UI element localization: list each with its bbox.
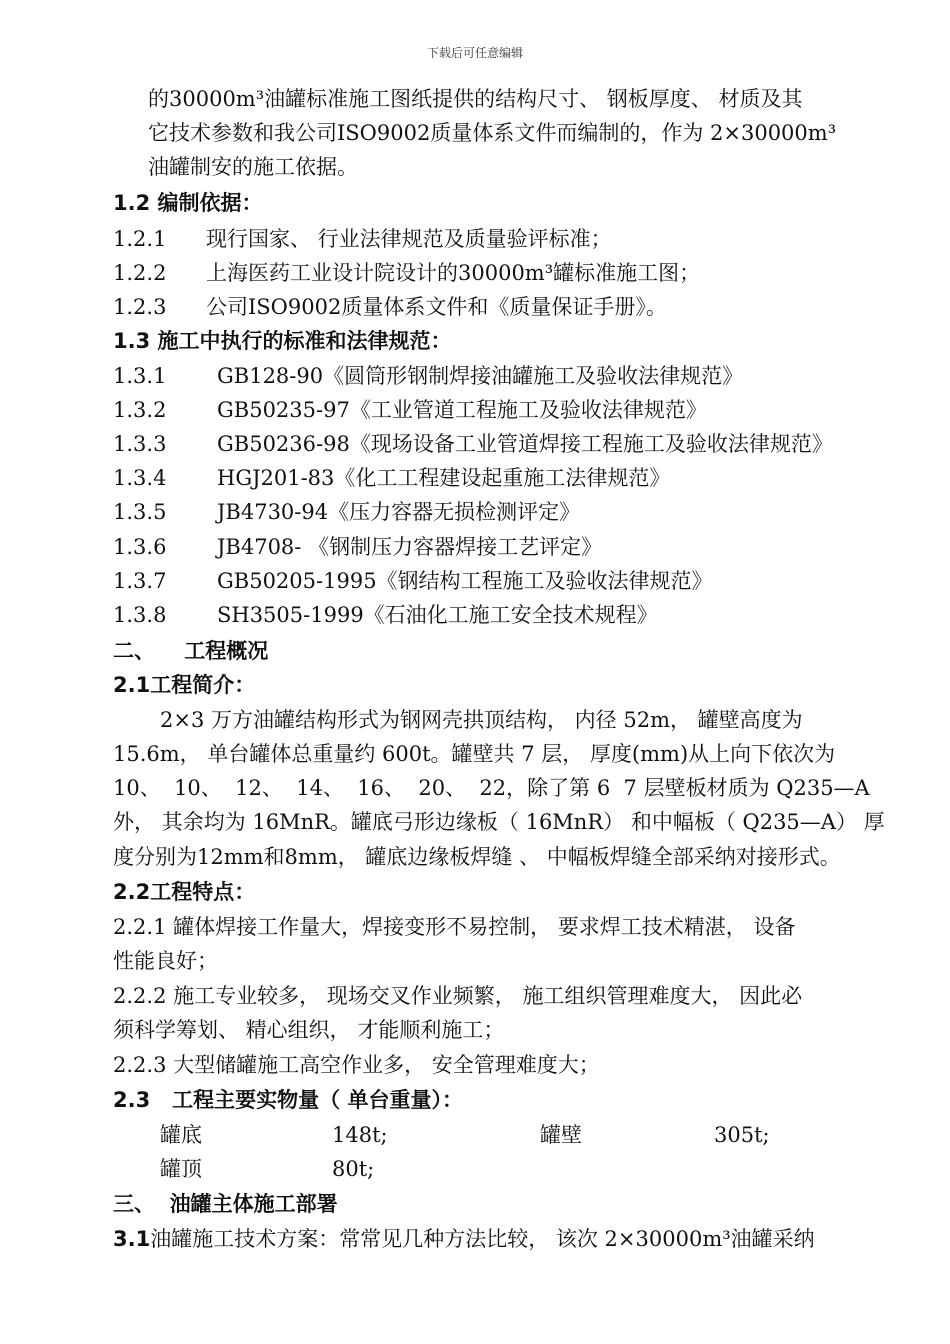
para-2-1-line-5: 度分别为12mm和8mm， 罐底边缘板焊缝 、 中幅板焊缝全部采纳对接形式。 [113, 845, 841, 869]
item-text: 公司ISO9002质量体系文件和《质量保证手册》。 [206, 295, 667, 319]
item-text: GB50236-98《现场设备工业管道焊接工程施工及验收法律规范》 [217, 432, 833, 456]
item-number: 1.3.1 [113, 364, 167, 388]
item-number: 1.3.8 [113, 603, 167, 627]
section-3-1-text: 油罐施工技术方案：常常见几种方法比较， 该次 2×30000m³油罐采纳 [150, 1227, 815, 1251]
intro-line-1: 的30000m³油罐标准施工图纸提供的结构尺寸、 钢板厚度、 材质及其 [148, 87, 803, 111]
qty-bottom-label: 罐底 [160, 1123, 202, 1147]
section-1-3-title: 1.3 施工中执行的标准和法律规范： [113, 329, 452, 353]
para-2-2-line-3: 2.2.2 施工专业较多， 现场交叉作业频繁， 施工组织管理难度大， 因此必 [113, 984, 803, 1008]
intro-line-3: 油罐制安的施工依据。 [148, 155, 358, 179]
item-text: JB4730-94《压力容器无损检测评定》 [217, 500, 581, 524]
section-3-1-line [113, 1224, 815, 1254]
list-item [113, 395, 707, 425]
item-text: GB50205-1995《钢结构工程施工及验收法律规范》 [217, 569, 713, 593]
section-2-3-title: 2.3 工程主要实物量（ 单台重量）： [113, 1088, 463, 1112]
item-text: GB50235-97《工业管道工程施工及验收法律规范》 [217, 398, 707, 422]
para-2-2-line-4: 须科学筹划、 精心组织， 才能顺利施工； [113, 1018, 505, 1042]
item-text: 上海医药工业设计院设计的30000m³罐标准施工图； [206, 261, 701, 285]
list-item [113, 292, 667, 322]
item-text: HGJ201-83《化工工程建设起重施工法律规范》 [217, 466, 671, 490]
list-item [113, 258, 700, 288]
page-header: 下载后可任意编辑 [426, 46, 523, 60]
section-2-2-title: 2.2工程特点： [113, 880, 256, 904]
para-2-1-line-3: 10、 10、 12、 14、 16、 20、 22，除了第 6 7 层壁板材质为 Q235—A [113, 776, 870, 800]
list-item [113, 429, 833, 459]
section-3-1-number: 3.1 [113, 1227, 151, 1251]
section-1-2-title: 1.2 编制依据： [113, 191, 263, 215]
section-2-1-title: 2.1工程简介： [113, 673, 256, 697]
qty-wall-label: 罐壁 [540, 1123, 582, 1147]
list-item [113, 497, 580, 527]
item-number: 1.2.3 [113, 295, 167, 319]
item-text: 现行国家、 行业法律规范及质量验评标准； [206, 227, 612, 251]
qty-roof-value: 80t; [332, 1157, 375, 1181]
item-number: 1.2.1 [113, 227, 167, 251]
item-number: 1.3.3 [113, 432, 167, 456]
list-item [113, 566, 713, 596]
item-number: 1.3.6 [113, 535, 167, 559]
item-text: JB4708- 《钢制压力容器焊接工艺评定》 [217, 535, 603, 559]
item-number: 1.3.2 [113, 398, 167, 422]
list-item [113, 463, 670, 493]
item-number: 1.3.4 [113, 466, 167, 490]
qty-wall-value: 305t; [714, 1123, 770, 1147]
list-item [113, 361, 743, 391]
para-2-1-line-4: 外， 其余均为 16MnR。罐底弓形边缘板（ 16MnR） 和中幅板（ Q235—A） 厚 [113, 810, 885, 834]
chapter-2-title: 二、 工程概况 [113, 639, 269, 663]
list-item [113, 600, 658, 630]
qty-roof-label: 罐顶 [160, 1157, 202, 1181]
para-2-1-line-1: 2×3 万方油罐结构形式为钢网壳拱顶结构， 内径 52m， 罐壁高度为 [160, 708, 803, 732]
item-number: 1.3.5 [113, 500, 167, 524]
item-number: 1.3.7 [113, 569, 167, 593]
list-item [113, 224, 612, 254]
chapter-3-title: 三、 油罐主体施工部署 [113, 1192, 338, 1216]
list-item [113, 532, 602, 562]
para-2-1-line-2: 15.6m， 单台罐体总重量约 600t。罐壁共 7 层， 厚度(mm)从上向下依次为 [113, 742, 836, 766]
item-number: 1.2.2 [113, 261, 167, 285]
para-2-2-line-1: 2.2.1 罐体焊接工作量大，焊接变形不易控制， 要求焊工技术精湛， 设备 [113, 915, 796, 939]
qty-bottom-value: 148t; [332, 1123, 388, 1147]
item-text: GB128-90《圆筒形钢制焊接油罐施工及验收法律规范》 [217, 364, 744, 388]
para-2-2-line-5: 2.2.3 大型储罐施工高空作业多， 安全管理难度大； [113, 1053, 600, 1077]
item-text: SH3505-1999《石油化工施工安全技术规程》 [217, 603, 658, 627]
para-2-2-line-2: 性能良好； [113, 949, 218, 973]
intro-line-2: 它技术参数和我公司ISO9002质量体系文件而编制的，作为 2×30000m³ [148, 121, 837, 145]
